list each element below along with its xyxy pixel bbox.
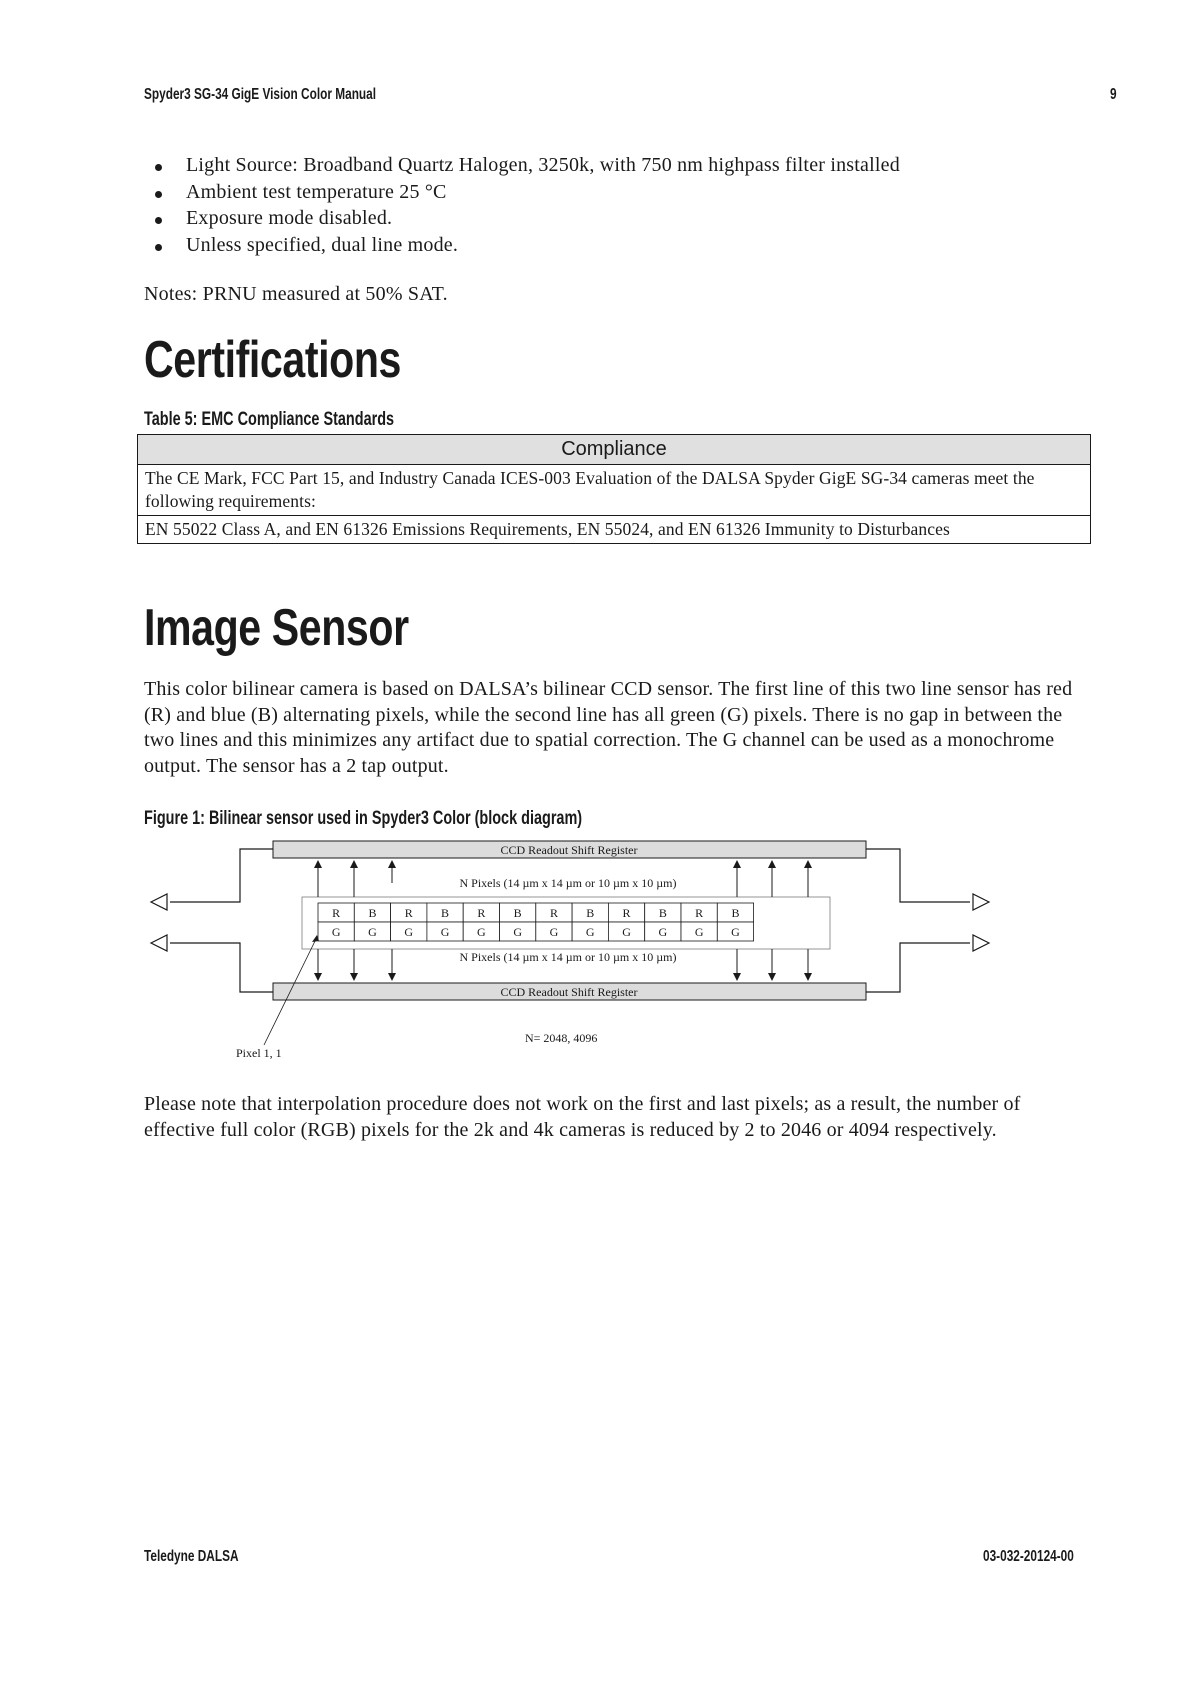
certifications-heading: Certifications bbox=[144, 331, 401, 389]
notes-text: Notes: PRNU measured at 50% SAT. bbox=[144, 283, 448, 305]
pixel-cell-bottom-label: G bbox=[513, 925, 522, 939]
pixel-label: Pixel 1, 1 bbox=[236, 1046, 282, 1060]
bullet-icon bbox=[155, 164, 162, 171]
pixel-cell-bottom-label: G bbox=[477, 925, 486, 939]
pixel-cell-bottom-label: G bbox=[585, 925, 595, 939]
pixel-cell-top-label: B bbox=[441, 906, 450, 920]
pixel-cell-bottom-label: G bbox=[440, 925, 450, 939]
interpolation-note: Please note that interpolation procedure does not work on the first and last pixels; as a result, the number of effective full color (RGB) pixels for the 2k and 4k cameras is reduced by 2 to 2046 or 4094 respectively. bbox=[144, 1093, 1021, 1141]
bullet-icon bbox=[155, 191, 162, 198]
pixel-cell-bottom-label: G bbox=[694, 925, 704, 939]
table-header: Compliance bbox=[138, 435, 1091, 465]
pixels-label-top: N Pixels (14 µm x 14 µm or 10 µm x 10 µm) bbox=[459, 876, 677, 890]
pixel-cell-top-label: R bbox=[404, 906, 413, 920]
pixel-cell-bottom-label: G bbox=[331, 925, 341, 939]
list-item-text: Ambient test temperature 25 °C bbox=[186, 180, 447, 203]
page-number: 9 bbox=[1110, 86, 1117, 103]
list-item bbox=[144, 152, 900, 179]
pixel-cell-top-label: B bbox=[368, 906, 377, 920]
bullet-icon bbox=[155, 217, 162, 224]
pixel-cell-bottom-label: G bbox=[404, 925, 414, 939]
pixel-cell-bottom-label: G bbox=[622, 925, 631, 939]
footer-company: Teledyne DALSA bbox=[144, 1548, 239, 1565]
list-item-text: Light Source: Broadband Quartz Halogen, 3250k, with 750 nm highpass filter installed bbox=[186, 154, 900, 176]
pixel-cell-top-label: B bbox=[731, 906, 740, 920]
bottom-register-label: CCD Readout Shift Register bbox=[500, 985, 638, 999]
bilinear-sensor-diagram bbox=[140, 835, 1000, 1070]
table-cell: EN 55022 Class A, and EN 61326 Emissions Requirements, EN 55024, and EN 61326 Immunity to Disturbances bbox=[138, 516, 1091, 544]
pixel-cell-top-label: B bbox=[658, 906, 667, 920]
list-item bbox=[144, 179, 900, 206]
compliance-table bbox=[137, 434, 1091, 544]
list-item bbox=[144, 232, 900, 259]
table-caption: Table 5: EMC Compliance Standards bbox=[144, 409, 395, 430]
pixel-cell-top-label: R bbox=[549, 906, 558, 920]
output-right-top-icon bbox=[973, 894, 989, 910]
list-item bbox=[144, 205, 900, 232]
pixel-cell-bottom-label: G bbox=[731, 925, 740, 939]
output-left-top-icon bbox=[151, 894, 167, 910]
output-right-bottom-icon bbox=[973, 935, 989, 951]
n-label: N= 2048, 4096 bbox=[525, 1031, 598, 1045]
pixel-cell-bottom-label: G bbox=[658, 925, 668, 939]
list-item-text: Exposure mode disabled. bbox=[186, 207, 393, 229]
pixel-cell-bottom-label: G bbox=[368, 925, 377, 939]
test-conditions-list bbox=[144, 152, 900, 258]
pixel-cell-top-label: R bbox=[477, 906, 486, 920]
pixel-cell-bottom-label: G bbox=[549, 925, 559, 939]
pixel-cell-top-label: R bbox=[332, 906, 341, 920]
pixel-cell-top-label: B bbox=[513, 906, 522, 920]
output-left-bottom-icon bbox=[151, 935, 167, 951]
image-sensor-heading: Image Sensor bbox=[144, 599, 409, 657]
sensor-description: This color bilinear camera is based on DALSA’s bilinear CCD sensor. The first line of this two line sensor has red (R) and blue (B) alternating pixels, while the second line has all green (G) pixels. There is no gap in between the two lines and this minimizes any artifact due to spatial correction. The G channel can be used as a monochrome output. The sensor has a 2 tap output. bbox=[144, 678, 1073, 777]
table-row bbox=[138, 465, 1091, 516]
pixel-grid bbox=[318, 903, 754, 941]
pixel-cell-top-label: R bbox=[695, 906, 704, 920]
pixel-cell-top-label: R bbox=[622, 906, 631, 920]
footer-doc-number: 03-032-20124-00 bbox=[983, 1548, 1074, 1565]
pixel-cell-top-label: B bbox=[586, 906, 595, 920]
list-item-text: Unless specified, dual line mode. bbox=[186, 233, 459, 256]
figure-caption: Figure 1: Bilinear sensor used in Spyder3 Color (block diagram) bbox=[144, 808, 583, 829]
bullet-icon bbox=[155, 244, 162, 251]
running-header: Spyder3 SG-34 GigE Vision Color Manual bbox=[144, 86, 377, 103]
pixels-label-bottom: N Pixels (14 µm x 14 µm or 10 µm x 10 µm) bbox=[459, 950, 677, 964]
table-cell: The CE Mark, FCC Part 15, and Industry Canada ICES-003 Evaluation of the DALSA Spyder GigE SG-34 cameras meet the following requirements: bbox=[138, 465, 1091, 516]
top-register-label: CCD Readout Shift Register bbox=[500, 843, 638, 857]
table-row bbox=[138, 516, 1091, 544]
